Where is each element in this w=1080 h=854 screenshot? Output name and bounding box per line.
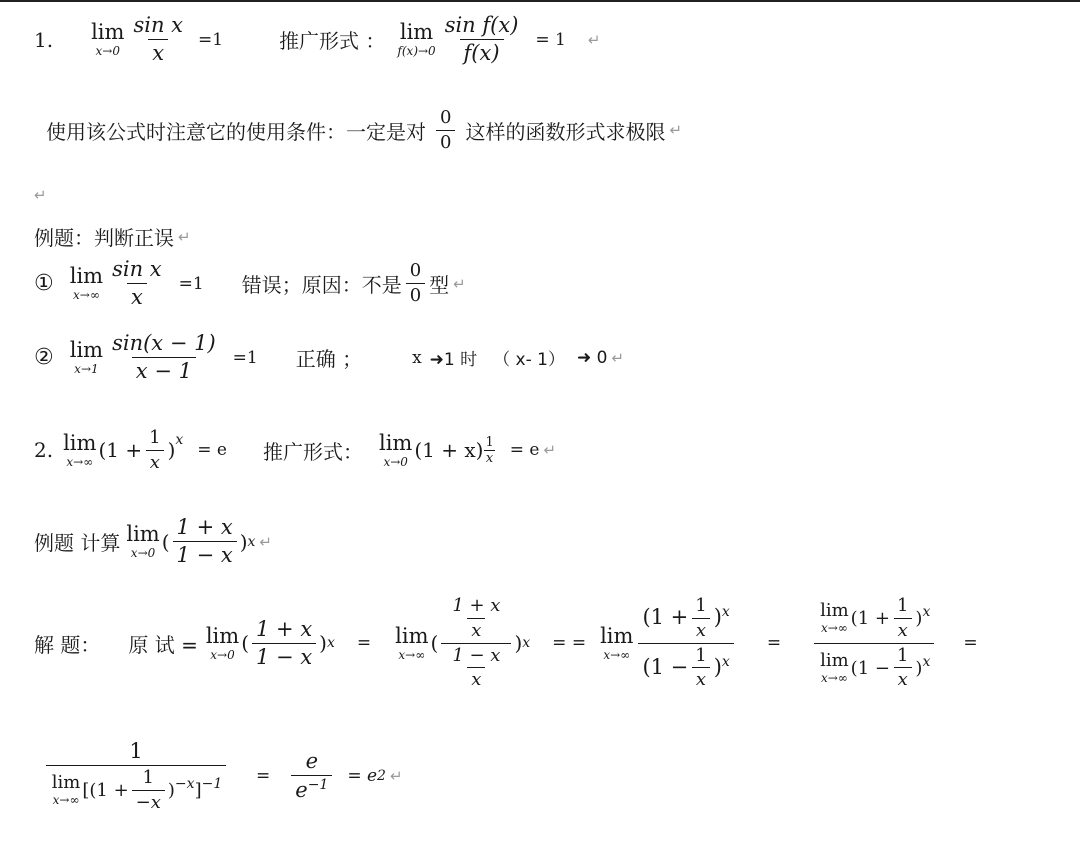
item2-fraction <box>145 428 164 473</box>
equals-sign: = <box>963 633 978 654</box>
fraction-denominator: x <box>894 618 912 641</box>
example1-b-result: =1 <box>232 347 258 368</box>
fraction-numerator: 1 <box>142 767 154 789</box>
item2-exponent: x <box>175 432 184 449</box>
example2-title: 例题 计算 <box>34 531 121 556</box>
den-exponent: −1 <box>307 777 329 794</box>
step1-limit <box>205 623 240 662</box>
numerator-base: (1 + <box>642 604 689 629</box>
fraction-numerator: 1 <box>485 434 494 450</box>
item1-result: =1 <box>198 29 224 50</box>
inner-fraction <box>893 596 912 641</box>
fraction-numerator: sin(x − 1) <box>112 331 216 355</box>
base-e: e <box>295 778 308 803</box>
paragraph-mark: ↵ <box>611 348 625 367</box>
item1-limit <box>91 22 124 57</box>
paragraph-mark: ↵ <box>669 121 683 140</box>
example1-a-verdict-end: 型 <box>429 273 450 298</box>
lim-subscript: x→∞ <box>820 670 848 685</box>
lim-word: lim <box>395 623 429 648</box>
compound-numerator <box>441 596 511 643</box>
fraction-numerator: 1 + x <box>176 515 233 539</box>
fraction-denominator: −x <box>132 790 165 813</box>
item1-line <box>34 14 600 65</box>
fraction-numerator: sin x <box>133 13 183 37</box>
fraction-denominator: 1 − x <box>252 643 316 669</box>
paren-close: ) <box>239 529 248 554</box>
item2-generalized-label: 推广形式： <box>263 439 363 464</box>
example2-limit <box>126 524 159 559</box>
condition-parenthesis: （ x- 1） <box>493 350 565 371</box>
paragraph-mark: ↵ <box>389 767 403 786</box>
step4-denominator: lim x→∞ (1 − $\frac{1}{x}$ )$^x$ <box>814 643 934 691</box>
lim-word: lim <box>63 430 97 455</box>
lim-word: lim <box>69 264 104 289</box>
lim-subscript: x→∞ <box>398 647 426 662</box>
final-line <box>34 740 403 813</box>
final-result: = e <box>347 766 378 787</box>
solution-line <box>34 596 978 690</box>
lim-word: lim <box>820 600 849 622</box>
item2-gen-exponent <box>483 436 495 465</box>
item2-number: 2. <box>34 438 54 463</box>
denominator-base: (1 − <box>642 654 689 679</box>
equals-sign: = <box>256 766 271 787</box>
inner-fraction <box>893 646 912 691</box>
lim-subscript: f(x)→0 <box>397 44 436 59</box>
example1-a-line <box>34 258 466 309</box>
step3-denominator: (1 − $\frac{1}{x}$ )$^x$ <box>638 643 733 691</box>
example1-b-line <box>34 332 624 383</box>
fraction-numerator: 0 <box>440 107 452 128</box>
fraction-denominator: f(x) <box>460 39 504 65</box>
lim-subscript: x→0 <box>210 647 235 662</box>
fraction-numerator: 1 − x <box>452 644 501 666</box>
lim-word: lim <box>600 623 634 648</box>
fraction-denominator: x <box>692 618 710 641</box>
fraction-denominator: 0 <box>436 130 455 153</box>
condition-arrow-to-1: ➜1 时 <box>429 350 478 371</box>
fraction-denominator <box>291 775 332 802</box>
example2-fraction <box>173 516 237 567</box>
item1-number: 1. <box>34 27 54 52</box>
denominator-exponent: x <box>721 653 730 670</box>
marker-circled-2: ② <box>34 345 54 371</box>
empty-paragraph <box>34 186 47 204</box>
fraction-numerator: 1 <box>149 427 161 448</box>
item1-gen-result: = 1 <box>535 29 566 50</box>
fraction-denominator: x <box>467 618 485 641</box>
item2-gen-base: (1 + x) <box>414 438 484 463</box>
fraction-numerator: 1 <box>695 644 707 666</box>
marker-circled-1: ① <box>34 271 54 297</box>
solution-label: 解 题： <box>34 632 101 657</box>
fraction-denominator: x <box>127 283 147 309</box>
fraction-denominator: x <box>485 450 494 466</box>
item2-result: = e <box>197 440 227 461</box>
paragraph-mark: ↵ <box>34 186 47 204</box>
item2-limit <box>63 430 97 469</box>
inner-fraction <box>132 768 165 813</box>
zero-over-zero <box>436 108 455 153</box>
lim-subscript: x→∞ <box>603 647 631 662</box>
paragraph-mark: ↵ <box>543 441 557 460</box>
step2-exponent: x <box>522 635 531 652</box>
limit-inline <box>820 649 849 685</box>
inner-exponent: −x <box>174 775 195 792</box>
example1-title-line <box>34 222 191 251</box>
example1-title: 例题：判断正误 <box>34 226 174 250</box>
item2-close: ) <box>167 438 176 463</box>
final-fraction <box>37 740 235 813</box>
item1-gen-limit <box>397 22 435 57</box>
fraction-denominator: x <box>894 667 912 690</box>
fraction-denominator: 0 <box>406 283 425 306</box>
equals-sign: = <box>766 633 782 654</box>
lim-word: lim <box>51 772 81 794</box>
example1-b-fraction <box>108 332 220 383</box>
example1-a-limit <box>70 266 103 301</box>
paren-open: ( <box>161 529 170 554</box>
condition-x: x <box>412 347 422 368</box>
paren-open: ( <box>241 631 250 656</box>
step3-numerator: (1 + $\frac{1}{x}$ )$^x$ <box>642 595 730 641</box>
lim-word: lim <box>205 623 240 648</box>
limit-inline <box>820 602 849 634</box>
fraction-numerator: e <box>305 749 318 774</box>
final-denominator: lim x→∞ [(1 + $\frac{1}{-x}$ )$^{-x}$]$^{-1}$ <box>46 765 226 813</box>
limit-inline <box>52 774 81 806</box>
fraction-numerator: sin x <box>112 257 162 281</box>
denominator-base: (1 − <box>850 657 890 679</box>
numerator-base: (1 + <box>850 607 890 629</box>
solution-original: 原 试 = <box>128 632 198 657</box>
final-den-tail: ) <box>167 779 175 801</box>
item2-gen-limit <box>379 430 413 469</box>
denominator-fraction <box>448 646 504 691</box>
example1-b-limit <box>70 340 103 375</box>
denominator-exponent: x <box>922 653 931 670</box>
numerator-exponent: x <box>922 603 931 620</box>
equals-sign: = <box>356 633 372 654</box>
fraction-denominator: x <box>146 450 164 473</box>
inner-fraction <box>691 646 710 691</box>
step1-fraction <box>252 618 316 669</box>
paragraph-mark: ↵ <box>178 227 191 246</box>
note-text-after: 这样的函数形式求极限 <box>465 119 666 144</box>
item1-fraction <box>129 14 187 65</box>
fraction-numerator: 1 <box>896 644 909 666</box>
lim-word: lim <box>379 430 413 455</box>
paragraph-mark: ↵ <box>587 30 601 49</box>
item2-gen-result: = e <box>509 440 540 461</box>
step3-fraction <box>638 596 733 690</box>
result-fraction <box>291 750 332 802</box>
lim-subscript: x→∞ <box>66 454 94 469</box>
double-equals: = = <box>552 633 587 654</box>
outer-exponent: −1 <box>201 775 223 792</box>
lim-word: lim <box>399 20 434 45</box>
example2-line <box>34 516 272 567</box>
lim-subscript: x→0 <box>130 546 156 561</box>
fraction-denominator: x <box>148 39 168 65</box>
lim-word: lim <box>820 649 849 671</box>
inner-fraction <box>691 596 710 641</box>
zero-over-zero <box>406 261 425 306</box>
fraction-numerator: sin f(x) <box>444 13 519 37</box>
final-den-head: [(1 + <box>82 779 129 801</box>
item1-generalized-label: 推广形式 ： <box>279 29 386 54</box>
numerator-fraction <box>448 596 504 641</box>
paren-close: ) <box>514 631 523 656</box>
step3-limit <box>600 623 634 662</box>
example1-a-verdict: 错误；原因：不是 <box>241 273 402 298</box>
paragraph-mark: ↵ <box>259 532 272 551</box>
step2-limit <box>395 623 429 662</box>
example2-exponent: x <box>247 533 256 550</box>
fraction-denominator: x − 1 <box>132 357 196 383</box>
lim-subscript: x→1 <box>74 362 99 377</box>
lim-word: lim <box>91 20 125 45</box>
condition-arrow-to-0: ➜ 0 <box>576 347 608 368</box>
step4-numerator: lim x→∞ (1 + $\frac{1}{x}$ )$^x$ <box>820 595 931 641</box>
step1-exponent: x <box>326 635 335 652</box>
item2-open: (1 + <box>98 438 143 463</box>
fraction-numerator: 1 <box>695 595 707 616</box>
example1-b-verdict: 正确 ； <box>295 347 363 372</box>
item1-gen-fraction <box>441 14 523 65</box>
fraction-denominator: x <box>692 667 710 690</box>
final-numerator: 1 <box>129 739 143 763</box>
example1-a-fraction <box>108 258 166 309</box>
numerator-exponent: x <box>721 603 730 620</box>
step2-compound-fraction <box>441 596 511 690</box>
fraction-denominator: 1 − x <box>173 541 237 567</box>
step4-fraction <box>814 596 934 690</box>
example1-a-result: =1 <box>178 273 204 294</box>
fraction-denominator: x <box>467 667 485 690</box>
final-result-exponent: 2 <box>377 768 386 785</box>
paren-close: ) <box>319 631 327 656</box>
lim-subscript: x→0 <box>383 454 408 469</box>
paren-open: ( <box>430 631 439 656</box>
lim-subscript: x→∞ <box>820 621 848 636</box>
fraction-numerator: 1 <box>896 595 909 616</box>
note-text-before: 使用该公式时注意它的使用条件：一定是对 <box>46 119 426 144</box>
lim-subscript: x→∞ <box>73 288 100 303</box>
compound-denominator <box>441 643 511 691</box>
lim-subscript: x→∞ <box>52 793 80 808</box>
lim-word: lim <box>126 522 160 547</box>
lim-word: lim <box>69 338 104 363</box>
fraction-numerator: 1 + x <box>452 595 501 616</box>
lim-subscript: x→0 <box>95 44 120 59</box>
item2-line <box>34 428 556 473</box>
paragraph-mark: ↵ <box>453 274 466 293</box>
fraction-numerator: 1 + x <box>256 616 313 641</box>
usage-note-line <box>46 108 682 153</box>
fraction-numerator: 0 <box>409 260 422 282</box>
